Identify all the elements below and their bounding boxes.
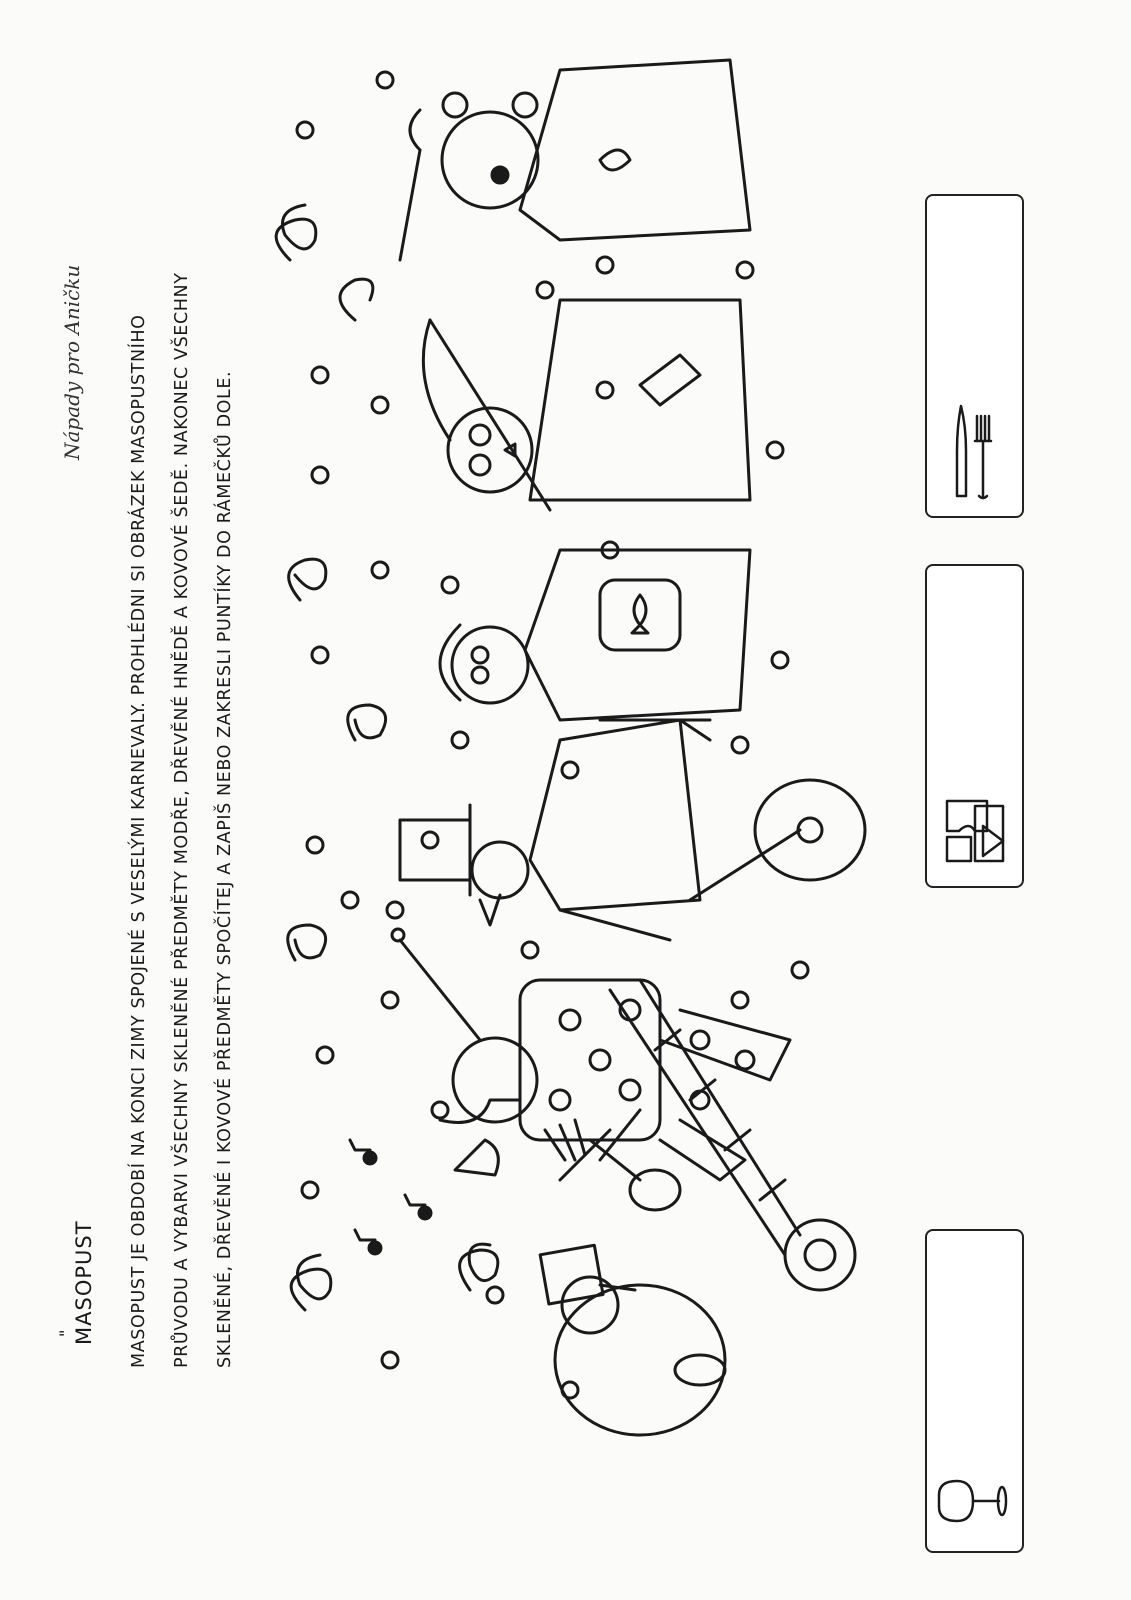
instruction-line-1: MASOPUST JE OBDOBÍ NA KONCI ZIMY SPOJENÉ S VESELÝMI KARNEVALY. PROHLÉDNI SI OBRÁZEK MASOPUSTNÍHO bbox=[129, 314, 149, 1368]
instruction-line-2: PRŮVODU A VYBARVI VŠECHNY SKLENĚNÉ PŘEDMĚTY MODŘE, DŘEVĚNÉ HNĚDĚ A KOVOVÉ ŠEDĚ. NAKONEC VŠECHNY bbox=[172, 272, 192, 1368]
wheelbarrow bbox=[610, 980, 855, 1290]
title-mark: " bbox=[56, 1328, 75, 1337]
confetti-dots bbox=[297, 72, 808, 1398]
brand-signature: Nápady pro Aničku bbox=[60, 264, 84, 460]
death-figure bbox=[423, 300, 750, 510]
music-notes bbox=[350, 1140, 431, 1254]
wine-glass-icon bbox=[927, 1231, 1022, 1551]
answer-box-wood[interactable] bbox=[925, 564, 1024, 888]
bear-figure bbox=[400, 60, 750, 260]
granny-figure bbox=[440, 550, 750, 720]
musician-figure bbox=[400, 720, 865, 940]
answer-box-glass[interactable] bbox=[925, 1229, 1024, 1553]
streamers bbox=[276, 205, 498, 1310]
wooden-blocks-icon bbox=[927, 566, 1022, 886]
instruction-line-3: SKLENĚNÉ, DŘEVĚNÉ I KOVOVÉ PŘEDMĚTY SPOČÍTEJ A ZAPIŠ NEBO ZAKRESLI PUNTÍKY DO RÁMEČKŮ DOLE. bbox=[215, 370, 235, 1368]
answer-box-metal[interactable] bbox=[925, 194, 1024, 518]
title-text: MASOPUST bbox=[72, 1220, 96, 1345]
snowman-figure bbox=[540, 1120, 725, 1435]
cutlery-icon bbox=[927, 196, 1022, 516]
